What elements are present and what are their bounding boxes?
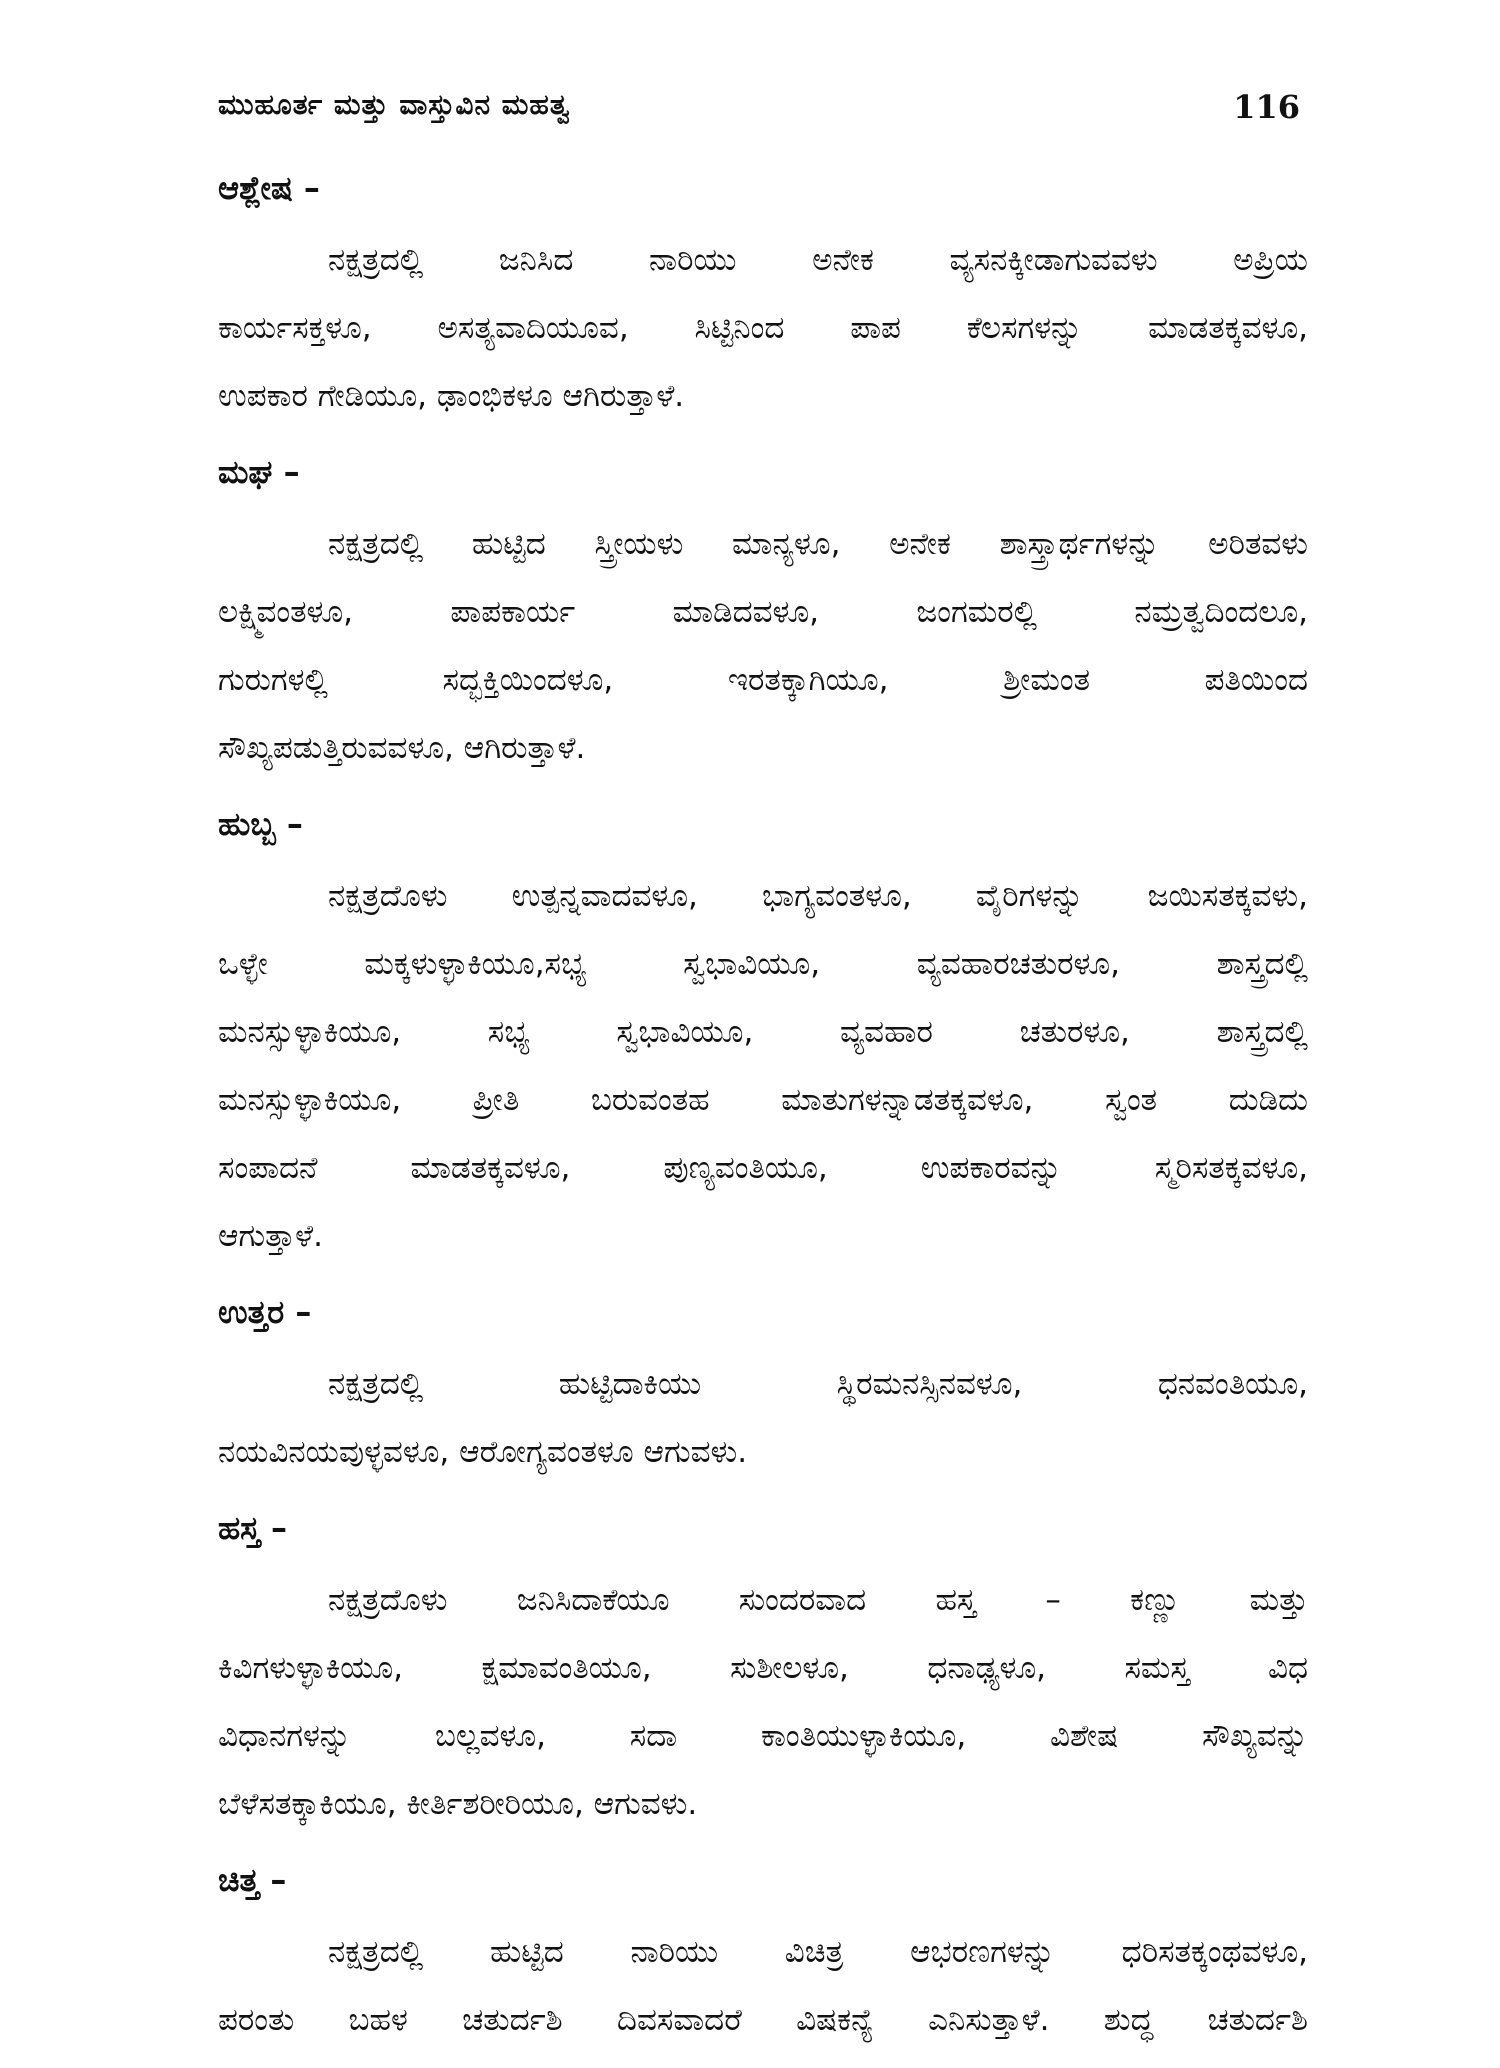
- paragraph-line: ನಕ್ಷತ್ರದೊಳು ಉತ್ಪನ್ನವಾದವಳೂ, ಭಾಗ್ಯವಂತಳೂ, ವೈರಿಗಳನ್ನು ಜಯಿಸತಕ್ಕವಳು,: [328, 878, 1308, 914]
- section-paragraph: [218, 226, 1308, 430]
- paragraph-line: ವಿಧಾನಗಳನ್ನು ಬಲ್ಲವಳೂ, ಸದಾ ಕಾಂತಿಯುಳ್ಳಾಕಿಯೂ, ವಿಶೇಷ ಸೌಖ್ಯವನ್ನು: [218, 1718, 1308, 1754]
- running-header: [218, 88, 1300, 138]
- paragraph-line: ನಕ್ಷತ್ರದೊಳು ಜನಿಸಿದಾಕೆಯೂ ಸುಂದರವಾದ ಹಸ್ತ – ಕಣ್ಣು ಮತ್ತು: [328, 1582, 1308, 1618]
- paragraph-line: ಲಕ್ಷ್ಮಿವಂತಳೂ, ಪಾಪಕಾರ್ಯ ಮಾಡಿದವಳೂ, ಜಂಗಮರಲ್ಲಿ ನಮ್ರತ್ವದಿಂದಲೂ,: [218, 594, 1308, 630]
- section-paragraph: [218, 862, 1308, 1270]
- paragraph-line: ಕಿವಿಗಳುಳ್ಳಾಕಿಯೂ, ಕ್ಷಮಾವಂತಿಯೂ, ಸುಶೀಲಳೂ, ಧನಾಢ್ಯಳೂ, ಸಮಸ್ತ ವಿಧ: [218, 1650, 1308, 1686]
- paragraph-line: ನಕ್ಷತ್ರದಲ್ಲಿ ಹುಟ್ಟಿದ ನಾರಿಯು ವಿಚಿತ್ರ ಆಭರಣಗಳನ್ನು ಧರಿಸತಕ್ಕಂಥವಳೂ,: [328, 1934, 1308, 1970]
- page-number: 116: [1233, 88, 1300, 126]
- paragraph-line: ನಕ್ಷತ್ರದಲ್ಲಿ ಜನಿಸಿದ ನಾರಿಯು ಅನೇಕ ವ್ಯಸನಕ್ಕೀಡಾಗುವವಳು ಅಪ್ರಿಯ: [328, 242, 1308, 278]
- paragraph-line: ಕಾರ್ಯಸಕ್ತಳೂ, ಅಸತ್ಯವಾದಿಯೂವ, ಸಿಟ್ಟಿನಿಂದ ಪಾಪ ಕೆಲಸಗಳನ್ನು ಮಾಡತಕ್ಕವಳೂ,: [218, 310, 1308, 346]
- paragraph-line: ಸಂಪಾದನೆ ಮಾಡತಕ್ಕವಳೂ, ಪುಣ್ಯವಂತಿಯೂ, ಉಪಕಾರವನ್ನು ಸ್ಮರಿಸತಕ್ಕವಳೂ,: [218, 1150, 1308, 1186]
- section-paragraph: [218, 510, 1308, 782]
- paragraph-line: ಉಪಕಾರ ಗೇಡಿಯೂ, ಢಾಂಭಿಕಳೂ ಆಗಿರುತ್ತಾಳೆ.: [218, 378, 685, 414]
- paragraph-line: ನಯವಿನಯವುಳ್ಳವಳೂ, ಆರೋಗ್ಯವಂತಳೂ ಆಗುವಳು.: [218, 1434, 748, 1470]
- paragraph-line: ಒಳ್ಳೇ ಮಕ್ಕಳುಳ್ಳಾಕಿಯೂ,ಸಭ್ಯ ಸ್ವಭಾವಿಯೂ, ವ್ಯವಹಾರಚತುರಳೂ, ಶಾಸ್ತ್ರದಲ್ಲಿ: [218, 946, 1308, 982]
- section-hasta: [218, 1500, 1308, 1838]
- section-heading: ಆಶ್ಲೇಷ –: [218, 169, 320, 207]
- section-heading: ಉತ್ತರ –: [218, 1293, 312, 1331]
- paragraph-line: ಸೌಖ್ಯಪಡುತ್ತಿರುವವಳೂ, ಆಗಿರುತ್ತಾಳೆ.: [218, 730, 586, 766]
- paragraph-line: ಆಗುತ್ತಾಳೆ.: [218, 1218, 324, 1254]
- section-paragraph: [218, 1350, 1308, 1486]
- section-heading: ಚಿತ್ತ –: [218, 1861, 287, 1899]
- section-heading: ಮಘ –: [218, 453, 300, 491]
- section-hubba: [218, 796, 1308, 1270]
- section-heading: ಹಸ್ತ –: [218, 1509, 288, 1547]
- paragraph-line: ನಕ್ಷತ್ರದಲ್ಲಿ ಹುಟ್ಟಿದ ಸ್ತ್ರೀಯಳು ಮಾನ್ಯಳೂ, ಅನೇಕ ಶಾಸ್ತ್ರಾರ್ಥಗಳನ್ನು ಅರಿತವಳು: [328, 526, 1308, 562]
- paragraph-line: ಮನಸ್ಸುಳ್ಳಾಕಿಯೂ, ಸಭ್ಯ ಸ್ವಭಾವಿಯೂ, ವ್ಯವಹಾರ ಚತುರಳೂ, ಶಾಸ್ತ್ರದಲ್ಲಿ: [218, 1014, 1308, 1050]
- paragraph-line: ಗುರುಗಳಲ್ಲಿ ಸದ್ಭಕ್ತಿಯಿಂದಳೂ, ಇರತಕ್ಕಾಗಿಯೂ, ಶ್ರೀಮಂತ ಪತಿಯಿಂದ: [218, 662, 1308, 698]
- section-heading: ಹುಬ್ಬ –: [218, 805, 303, 843]
- section-paragraph: [218, 1918, 1308, 2054]
- section-magha: [218, 444, 1308, 782]
- paragraph-line: ಬೆಳೆಸತಕ್ಕಾಕಿಯೂ, ಕೀರ್ತಿಶರೀರಿಯೂ, ಆಗುವಳು.: [218, 1786, 698, 1822]
- running-title: ಮುಹೂರ್ತ ಮತ್ತು ವಾಸ್ತುವಿನ ಮಹತ್ವ: [218, 88, 571, 121]
- paragraph-line: ಪರಂತು ಬಹಳ ಚತುರ್ದಶಿ ದಿವಸವಾದರೆ ವಿಷಕನ್ಯೆ ಎನಿಸುತ್ತಾಳೆ. ಶುದ್ಧ ಚತುರ್ದಶಿ: [218, 2002, 1308, 2038]
- section-uttara: [218, 1284, 1308, 1486]
- section-chitta: [218, 1852, 1308, 2054]
- section-paragraph: [218, 1566, 1308, 1838]
- page-body: [218, 160, 1308, 2068]
- section-ashlesha: [218, 160, 1308, 430]
- paragraph-line: ನಕ್ಷತ್ರದಲ್ಲಿ ಹುಟ್ಟಿದಾಕಿಯು ಸ್ಥಿರಮನಸ್ಸಿನವಳೂ, ಧನವಂತಿಯೂ,: [328, 1366, 1308, 1402]
- paragraph-line: ಮನಸ್ಸುಳ್ಳಾಕಿಯೂ, ಪ್ರೀತಿ ಬರುವಂತಹ ಮಾತುಗಳನ್ನಾಡತಕ್ಕವಳೂ, ಸ್ವಂತ ದುಡಿದು: [218, 1082, 1308, 1118]
